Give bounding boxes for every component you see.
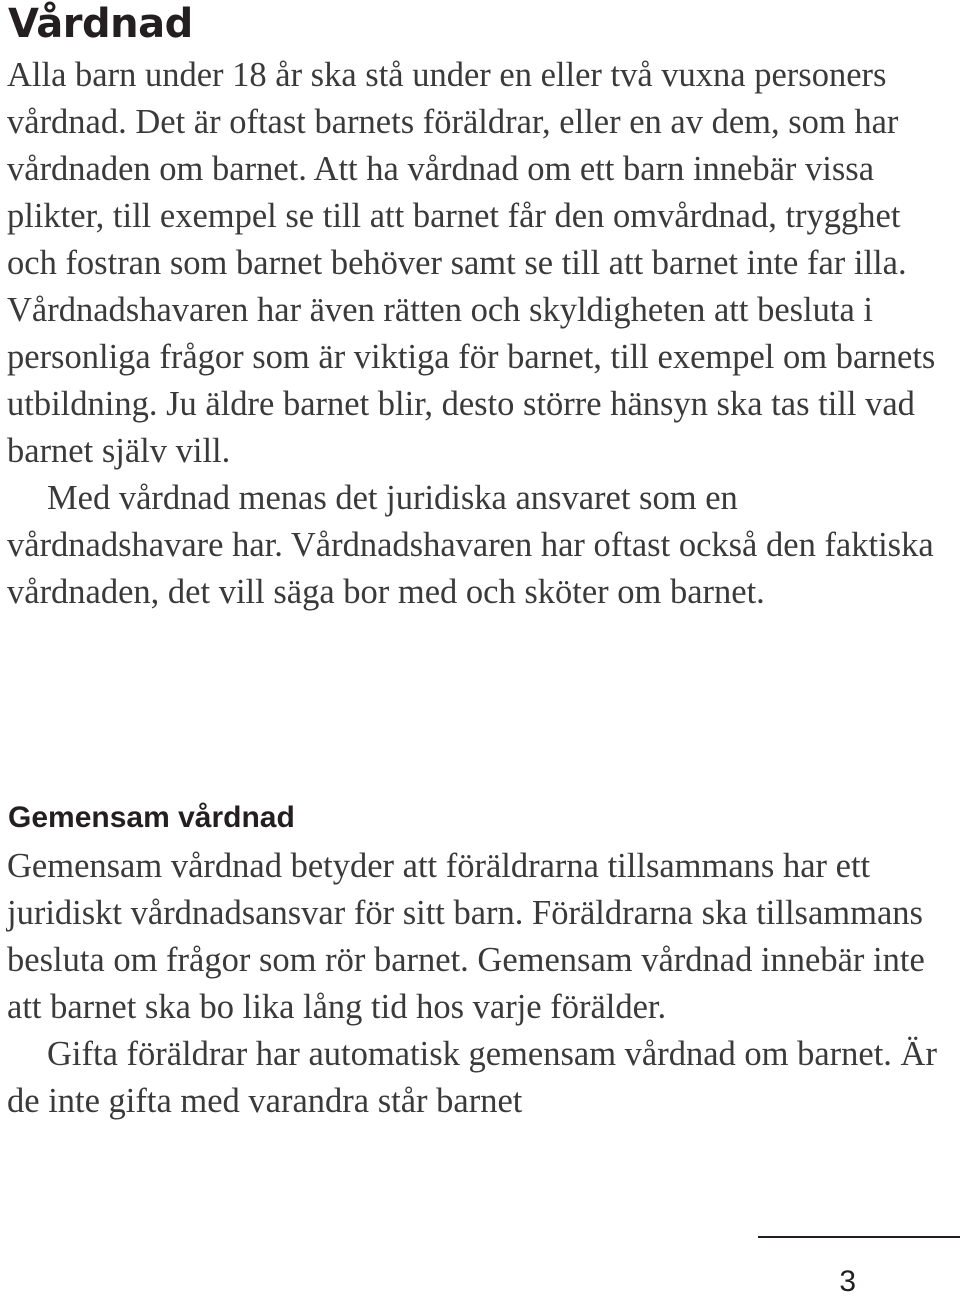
- paragraph: Gifta föräldrar har automatisk gemensam vårdnad om barnet. Är de inte gifta med varandra står barnet: [7, 1035, 937, 1120]
- section-gemensam-vardnad-body: [7, 843, 957, 1125]
- footer-divider: [758, 1236, 960, 1238]
- paragraph: Med vårdnad menas det juridiska ansvaret som en vårdnadshavare har. Vårdnadshavaren har oftast också den faktiska vårdnaden, det vill säga bor med och sköter om barnet.: [7, 479, 934, 611]
- paragraph: Gemensam vårdnad betyder att föräldrarna tillsammans har ett juridiskt vårdnadsansvar för sitt barn. Föräldrarna ska tillsammans besluta om frågor som rör barnet. Gemensam vårdnad innebär inte att barnet ska bo lika lång tid hos varje förälder.: [7, 847, 925, 1026]
- section-vardnad-body: [7, 52, 957, 616]
- section-heading-gemensam-vardnad: Gemensam vårdnad: [8, 801, 295, 834]
- page-number: 3: [839, 1265, 856, 1298]
- paragraph: Alla barn under 18 år ska stå under en eller två vuxna personers vårdnad. Det är oftast barnets föräldrar, eller en av dem, som har vårdnaden om barnet. Att ha vårdnad om ett barn innebär vissa plikter, till exempel se till att barnet får den omvårdnad, trygghet och fostran som barnet behöver samt se till att barnet inte far illa. Vårdnadshavaren har även rätten och skyldigheten att besluta i personliga frågor som är viktiga för barnet, till exempel om barnets utbildning. Ju äldre barnet blir, desto större hänsyn ska tas till vad barnet själv vill.: [7, 56, 936, 470]
- page-title: Vårdnad: [8, 1, 193, 47]
